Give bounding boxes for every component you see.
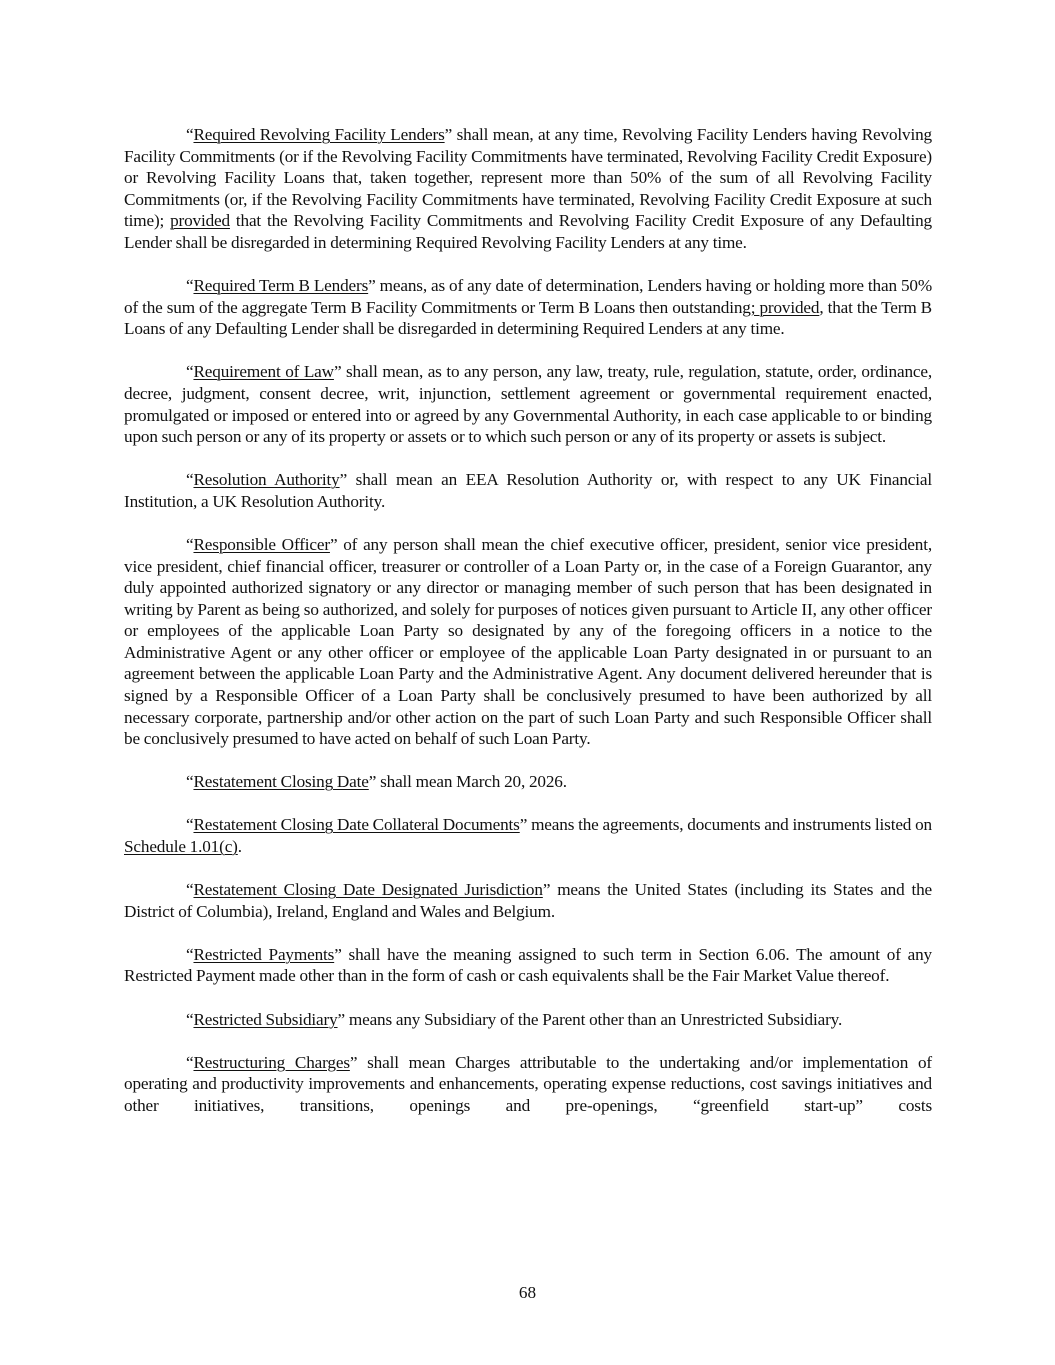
defined-term: Restatement Closing Date Designated Jurisdiction bbox=[193, 880, 543, 900]
definition-text: ” shall mean March 20, 2026. bbox=[368, 772, 567, 792]
definition-text: “ bbox=[186, 276, 194, 296]
definition-restructuring-charges bbox=[124, 1052, 932, 1117]
definition-text: “ bbox=[186, 125, 194, 144]
definition-restatement-closing-date-collateral-documents bbox=[124, 814, 932, 857]
definition-text: ” shall mean, as to any person, any law, treaty, rule, regulation, statute, order, ordinance, decree, judgment, consent decree, writ, injunction, settlement agreement or governmental requirement enacted, promulgated or imposed or entered into or agreed by any Governmental Authority, in each case applicable to or binding upon such person or any of its property or assets or to which such person or any of its property or assets is subject. bbox=[124, 362, 932, 447]
underlined-reference: Schedule 1.01(c) bbox=[124, 837, 238, 857]
defined-term: Restricted Payments bbox=[193, 944, 335, 964]
definition-text: ” shall mean an EEA Resolution Authority or, with respect to any UK Financial Institution, a UK Resolution Authority. bbox=[124, 470, 933, 511]
defined-term: Restricted Subsidiary bbox=[193, 1009, 338, 1029]
definition-text: ” shall mean, at any time, Revolving Facility Lenders having Revolving Facility Commitments (or if the Revolving Facility Commitments have terminated, Revolving Facility Credit Exposure) or Revolving Facility Loans that, taken together, represent more than 50% of the sum of all Revolving Facility Commitments (or, if the Revolving Facility Commitments have terminated, Revolving Facility Credit Exposure at such time); bbox=[124, 125, 932, 231]
defined-term: Restatement Closing Date Collateral Documents bbox=[193, 815, 520, 835]
definition-text: “ bbox=[186, 880, 194, 900]
definition-text: ” of any person shall mean the chief executive officer, president, senior vice president, vice president, chief financial officer, treasurer or controller of a Loan Party or, in the case of a Foreign Guarantor, any duly appointed authorized signatory or any director or managing member of such person that has been designated in writing by Parent as being so authorized, and solely for purposes of notices given pursuant to Article II, any other officer or employees of the applicable Loan Party so designated by any of the foregoing officers in a notice to the Administrative Agent or any other officer or employee of the applicable Loan Party designated in or pursuant to an agreement between the applicable Loan Party and the Administrative Agent. Any document delivered hereunder that is signed by a Responsible Officer of a Loan Party shall be conclusively presumed to have been authorized by all necessary corporate, partnership and/or other action on the part of such Loan Party and such Responsible Officer shall be conclusively presumed to have acted on behalf of such Loan Party. bbox=[124, 534, 932, 749]
definition-text: ” means any Subsidiary of the Parent other than an Unrestricted Subsidiary. bbox=[337, 1009, 843, 1029]
definition-text: “ bbox=[186, 815, 194, 835]
definition-restatement-closing-date-designated-jurisdiction bbox=[124, 879, 932, 922]
definition-text: “ bbox=[186, 534, 194, 554]
definition-text: ” shall have the meaning assigned to such term in Section 6.06. The amount of any Restricted Payment made other than in the form of cash or cash equivalents shall be the Fair Market Value thereof. bbox=[124, 944, 933, 986]
underlined-reference: ; provided bbox=[750, 297, 820, 317]
definition-text: “ bbox=[186, 944, 194, 964]
defined-term: Resolution Authority bbox=[193, 470, 340, 490]
definition-text: ” means, as of any date of determination, Lenders having or holding more than 50% of the sum of the aggregate Term B Facility Commitments or Term B Loans then outstanding bbox=[124, 276, 932, 317]
page-number: 68 bbox=[518, 1283, 537, 1302]
defined-term: Restatement Closing Date bbox=[193, 772, 369, 792]
definition-text: “ bbox=[186, 772, 194, 792]
defined-term: Required Revolving Facility Lenders bbox=[193, 125, 445, 144]
definition-required-term-b-lenders bbox=[124, 275, 932, 340]
definition-text: “ bbox=[186, 470, 194, 490]
definition-text: “ bbox=[186, 1009, 194, 1029]
definition-text: that the Revolving Facility Commitments and Revolving Facility Credit Exposure of any Defaulting Lender shall be disregarded in determining Required Revolving Facility Lenders at any time. bbox=[124, 211, 932, 252]
defined-term: Requirement of Law bbox=[193, 362, 334, 382]
definition-text: “ bbox=[186, 1052, 194, 1072]
definition-text: ” means the United States (including its States and the District of Columbia), Ireland, England and Wales and Belgium. bbox=[124, 880, 932, 921]
definition-text: ” means the agreements, documents and instruments listed on bbox=[519, 815, 932, 835]
definition-resolution-authority bbox=[124, 469, 932, 512]
defined-term: Responsible Officer bbox=[193, 534, 330, 554]
defined-term: Required Term B Lenders bbox=[193, 276, 369, 296]
document-body bbox=[124, 124, 932, 1138]
definition-responsible-officer bbox=[124, 534, 932, 750]
definition-restricted-subsidiary bbox=[124, 1009, 932, 1031]
definition-restatement-closing-date bbox=[124, 771, 932, 793]
definition-text: ” shall mean Charges attributable to the undertaking and/or implementation of operating and productivity improvements and enhancements, operating expense reductions, cost savings initiatives and other initiatives, transitions, openings and pre-openings, “greenfield start-up” costs bbox=[124, 1052, 932, 1115]
definition-text: “ bbox=[186, 362, 194, 382]
defined-term: Restructuring Charges bbox=[193, 1052, 350, 1072]
underlined-reference: provided bbox=[170, 211, 230, 231]
definition-restricted-payments bbox=[124, 944, 932, 987]
definition-text: , that the Term B Loans of any Defaulting Lender shall be disregarded in determining Required Lenders at any time. bbox=[124, 297, 932, 339]
definition-required-revolving-facility-lenders bbox=[124, 124, 932, 254]
definition-requirement-of-law bbox=[124, 361, 932, 447]
definition-text: . bbox=[237, 837, 242, 857]
